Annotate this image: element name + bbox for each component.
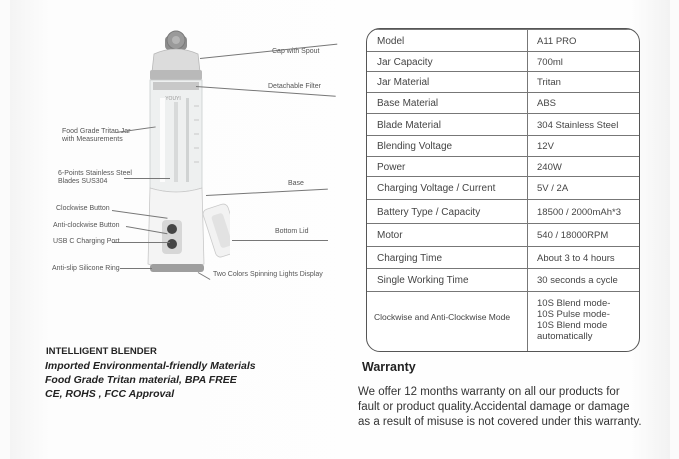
callout-cap: Cap with Spout — [272, 48, 320, 55]
warranty-line: We offer 12 months warranty on all our products for — [358, 386, 620, 398]
table-row: Single Working Time 30 seconds a cycle — [367, 268, 639, 292]
callout-usb: USB C Charging Port — [53, 238, 120, 245]
table-row: Battery Type / Capacity 18500 / 2000mAh*3 — [367, 199, 639, 224]
callout-jar: Food Grade Tritan Jar with Measurements — [62, 128, 131, 143]
callout-ring: Anti-slip Silicone Ring — [52, 265, 120, 272]
product-logo: YOUYI — [165, 96, 181, 102]
spec-table — [366, 28, 640, 352]
leader-line — [232, 240, 328, 241]
warranty-title: Warranty — [362, 360, 416, 374]
table-row: Charging Voltage / Current 5V / 2A — [367, 176, 639, 200]
table-row: Jar Capacity 700ml — [367, 51, 639, 72]
bottom-lid — [202, 203, 230, 259]
product-line: Food Grade Tritan material, BPA FREE — [45, 374, 237, 386]
table-row: Power 240W — [367, 156, 639, 177]
leader-line — [112, 242, 170, 243]
callout-base: Base — [288, 180, 304, 187]
mode-values: 10S Blend mode- 10S Pulse mode- 10S Blend mode automatically — [537, 298, 611, 342]
warranty-line: fault or product quality.Accidental damage or damage — [358, 401, 630, 413]
callout-filter: Detachable Filter — [268, 83, 321, 90]
callout-bottom-lid: Bottom Lid — [275, 228, 309, 235]
callout-blades: 6-Points Stainless Steel Blades SUS304 — [58, 170, 132, 185]
product-title: INTELLIGENT BLENDER — [46, 346, 157, 357]
table-row: Clockwise and Anti-Clockwise Mode 10S Blend mode- 10S Pulse mode- 10S Blend mode automatically — [367, 291, 639, 352]
product-line: CE, ROHS , FCC Approval — [45, 388, 175, 400]
callout-lights: Two Colors Spinning Lights Display — [213, 271, 323, 278]
leader-line — [120, 268, 152, 269]
table-row: Jar Material Tritan — [367, 71, 639, 93]
callout-anticlockwise: Anti-clockwise Button — [53, 222, 120, 229]
callout-clockwise: Clockwise Button — [56, 205, 110, 212]
table-row: Motor 540 / 18000RPM — [367, 223, 639, 247]
blender-illustration — [120, 28, 230, 288]
table-row: Model A11 PRO — [367, 29, 639, 52]
product-line: Imported Environmental-friendly Materials — [45, 360, 256, 372]
leader-line — [124, 178, 170, 179]
table-row: Base Material ABS — [367, 92, 639, 114]
table-row: Charging Time About 3 to 4 hours — [367, 246, 639, 269]
table-row: Blade Material 304 Stainless Steel — [367, 113, 639, 136]
table-row: Blending Voltage 12V — [367, 135, 639, 157]
warranty-line: as a result of misuse is not covered under this warranty. — [358, 416, 642, 428]
